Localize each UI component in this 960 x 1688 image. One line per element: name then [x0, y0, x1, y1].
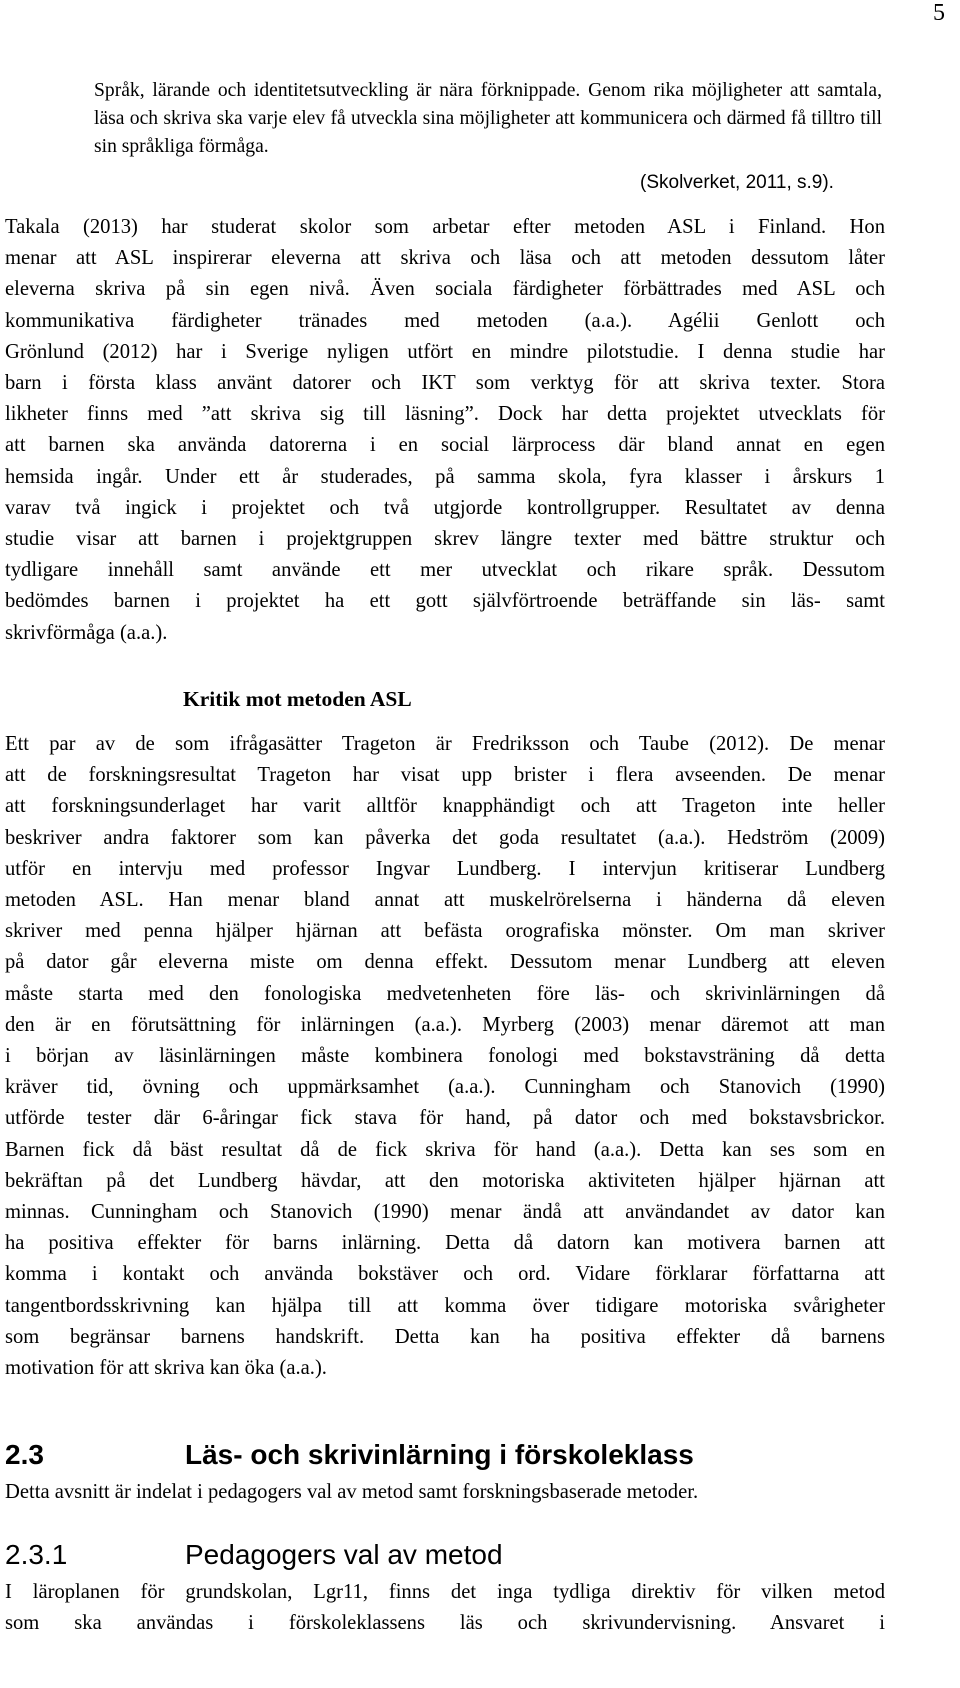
text-line: komma i kontakt och använda bokstäver och ord. Vidare förklarar författarna att [5, 1263, 885, 1286]
text-line: skrivförmåga (a.a.). [5, 621, 168, 644]
heading-2-3 [5, 1438, 694, 1472]
text-line: tydligare innehåll samt använde ett mer utvecklat och rikare språk. Dessutom [5, 559, 885, 582]
text-line: att forskningsunderlaget har varit alltför knapphändigt och att Trageton inte heller [5, 795, 885, 818]
text-line: som ska användas i förskoleklassens läs och skrivundervisning. Ansvaret i [5, 1612, 885, 1635]
paragraph-kritik [5, 729, 885, 1384]
text-line: att de forskningsresultat Trageton har visat upp brister i flera avseenden. De menar [5, 764, 885, 787]
text-line: utförde tester där 6-åringar fick stava för hand, på dator och med bokstavsbrickor. [5, 1107, 885, 1130]
text-line: Ett par av de som ifrågasätter Trageton är Fredriksson och Taube (2012). De menar [5, 733, 885, 755]
paragraph-laroplan [5, 1577, 885, 1639]
text-line: beskriver andra faktorer som kan påverka det goda resultatet (a.a.). Hedström (2009) [5, 826, 885, 849]
text-line: Barnen fick då bäst resultat då de fick skriva för hand (a.a.). Detta kan ses som en [5, 1138, 885, 1161]
paragraph-intro: Detta avsnitt är indelat i pedagogers val av metod samt forskningsbaserade metoder. [5, 1481, 699, 1503]
text-line: kommunikativa färdigheter tränades med metoden (a.a.). Agélii Genlott och [5, 309, 885, 332]
heading-title: Läs- och skrivinlärning i förskoleklass [185, 1439, 694, 1470]
page-number: 5 [933, 0, 945, 26]
text-line: som begränsar barnens handskrift. Detta kan ha positiva effekter då barnens [5, 1325, 885, 1348]
quote-citation: (Skolverket, 2011, s.9). [640, 172, 834, 193]
text-line: varav två ingick i projektet och två utgjorde kontrollgrupper. Resultatet av denna [5, 496, 885, 519]
text-line: minnas. Cunningham och Stanovich (1990) menar ändå att användandet av dator kan [5, 1201, 885, 1224]
text-line: metoden ASL. Han menar bland annat att muskelrörelserna i händerna då eleven [5, 889, 885, 912]
text-line: ha positiva effekter för barns inlärning. Detta då datorn kan motivera barnen att [5, 1232, 885, 1255]
text-line: Grönlund (2012) har i Sverige nyligen utfört en mindre pilotstudie. I denna studie har [5, 340, 885, 363]
text-line: kräver tid, övning och uppmärksamhet (a.a.). Cunningham och Stanovich (1990) [5, 1076, 885, 1099]
text-line: bedömdes barnen i projektet ha ett gott självförtroende beträffande sin läs- samt [5, 590, 885, 613]
text-line: likheter finns med ”att skriva sig till läsning”. Dock har detta projektet utvecklats för [5, 403, 885, 426]
heading-number: 2.3 [5, 1439, 44, 1470]
heading-number: 2.3.1 [5, 1539, 68, 1570]
text-line: bekräftan på det Lundberg hävdar, att den motoriska aktiviteten hjälper hjärnan att [5, 1169, 885, 1192]
text-line: måste starta med den fonologiska medvetenheten före läs- och skrivinlärningen då [5, 982, 885, 1005]
text-line: menar att ASL inspirerar eleverna att skriva och läsa och att metoden dessutom låter [5, 247, 885, 270]
text-line: Takala (2013) har studerat skolor som arbetar efter metoden ASL i Finland. Hon [5, 216, 885, 238]
text-line: utför en intervju med professor Ingvar Lundberg. I intervjun kritiserar Lundberg [5, 857, 885, 880]
heading-2-3-1 [5, 1538, 503, 1572]
text-line: hemsida ingår. Under ett år studerades, på samma skola, fyra klasser i årskurs 1 [5, 465, 885, 488]
text-line: eleverna skriva på sin egen nivå. Även sociala färdigheter förbättrades med ASL och [5, 278, 885, 301]
section-heading: Kritik mot metoden ASL [183, 687, 412, 711]
text-line: att barnen ska använda datorerna i en social lärprocess där bland annat en egen [5, 434, 885, 457]
text-line: skriver med penna hjälper hjärnan att befästa orografiska mönster. Om man skriver [5, 920, 885, 943]
text-line: I läroplanen för grundskolan, Lgr11, finns det inga tydliga direktiv för vilken metod [5, 1581, 885, 1603]
text-line: i början av läsinlärningen måste kombinera fonologi med bokstavsträning då detta [5, 1045, 885, 1068]
text-line: tangentbordsskrivning kan hjälpa till att komma över tidigare motoriska svårigheter [5, 1294, 885, 1317]
block-quote: Språk, lärande och identitetsutveckling är nära förknippade. Genom rika möjligheter att samtala, läsa och skriva ska varje elev få utveckla sina möjligheter att kommunicera och därmed få tilltro till sin språkliga förmåga. [94, 80, 882, 157]
text-line: motivation för att skriva kan öka (a.a.). [5, 1357, 327, 1380]
text-line: på dator går eleverna miste om denna effekt. Dessutom menar Lundberg att eleven [5, 951, 885, 974]
text-line: studie visar att barnen i projektgruppen skrev längre texter med bättre struktur och [5, 528, 885, 551]
paragraph-takala [5, 212, 885, 649]
heading-title: Pedagogers val av metod [185, 1539, 503, 1570]
text-line: den är en förutsättning för inlärningen (a.a.). Myrberg (2003) menar däremot att man [5, 1013, 885, 1036]
text-line: barn i första klass använt datorer och IKT som verktyg för att skriva texter. Stora [5, 372, 885, 395]
